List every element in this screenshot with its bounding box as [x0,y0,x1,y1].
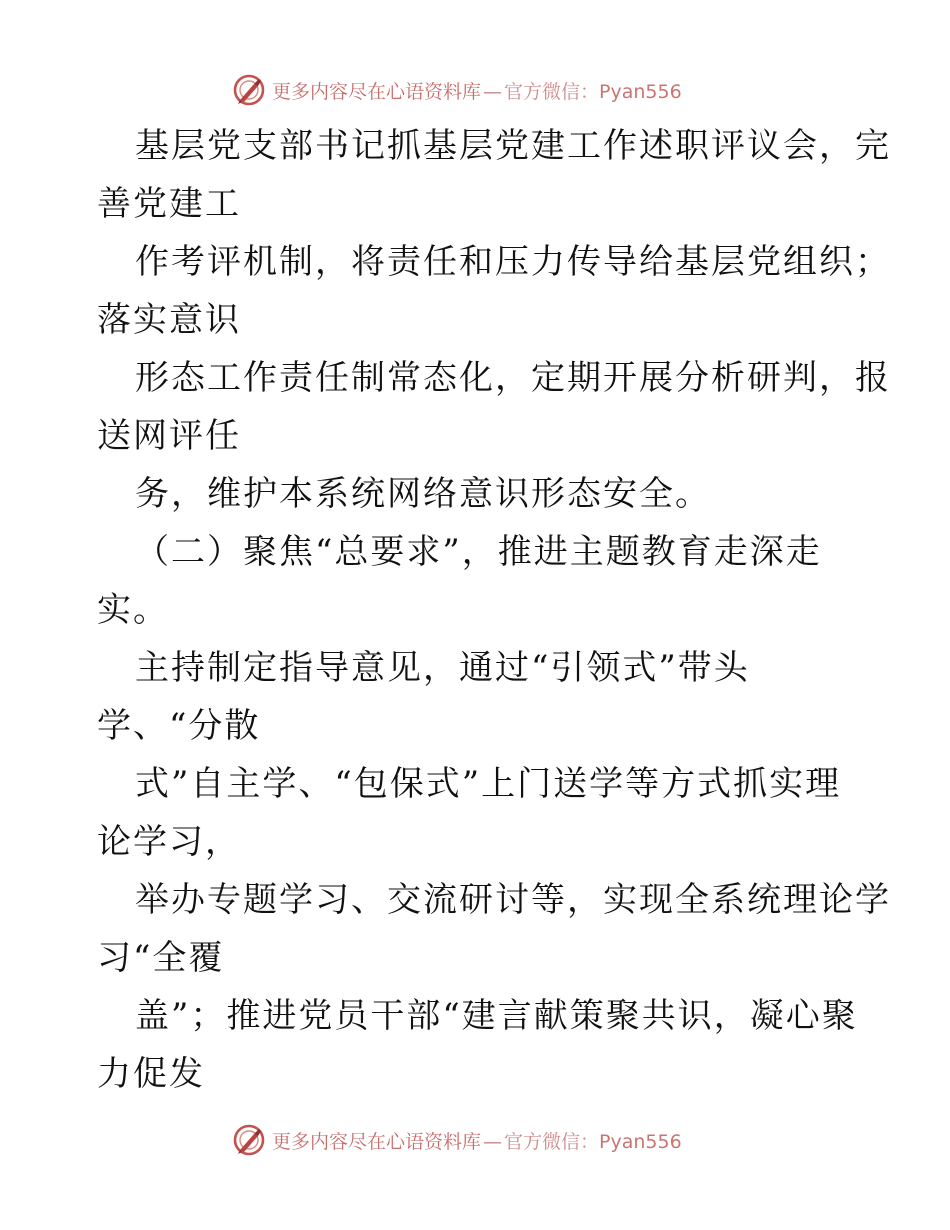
paragraph-line: 力促发 [97,1054,205,1094]
watermark-main: 更多内容尽在心语资料库 [272,80,482,103]
paragraph-line: 基层党支部书记抓基层党建工作述职评议会，完 [135,126,891,166]
paragraph-line: 习“全覆 [97,938,225,978]
watermark-wechat-id: Pyan556 [599,1130,682,1153]
paragraph-line: 落实意识 [97,300,241,340]
watermark-separator: — [483,1130,503,1153]
paragraph-line: 举办专题学习、交流研讨等，实现全系统理论学 [135,880,891,920]
paragraph-line: 式”自主学、“包保式”上门送学等方式抓实理 [135,764,842,804]
paragraph-line: 作考评机制，将责任和压力传导给基层党组织； [135,242,891,282]
watermark-separator: — [483,80,503,103]
watermark-main: 更多内容尽在心语资料库 [272,1130,482,1153]
pen-logo-icon [232,1123,266,1157]
section-heading: （二）聚焦“总要求”，推进主题教育走深走 [135,532,822,572]
paragraph-line: 送网评任 [97,416,241,456]
paragraph-line: 形态工作责任制常态化，定期开展分析研判，报 [135,358,891,398]
watermark-footer [232,1120,682,1160]
watermark-text [272,1127,682,1154]
paragraph-line: 盖”；推进党员干部“建言献策聚共识，凝心聚 [135,996,858,1036]
paragraph-line: 学、“分散 [97,706,261,746]
watermark-wechat-label: 官方微信： [504,80,600,103]
paragraph-line: 论学习， [97,822,241,862]
paragraph-line: 实。 [97,590,169,630]
paragraph-line: 主持制定指导意见，通过“引领式”带头 [135,648,750,688]
watermark-wechat-label: 官方微信： [504,1130,600,1153]
paragraph-line: 务，维护本系统网络意识形态安全。 [135,474,711,514]
watermark-wechat-id: Pyan556 [599,80,682,103]
paragraph-line: 善党建工 [97,184,241,224]
